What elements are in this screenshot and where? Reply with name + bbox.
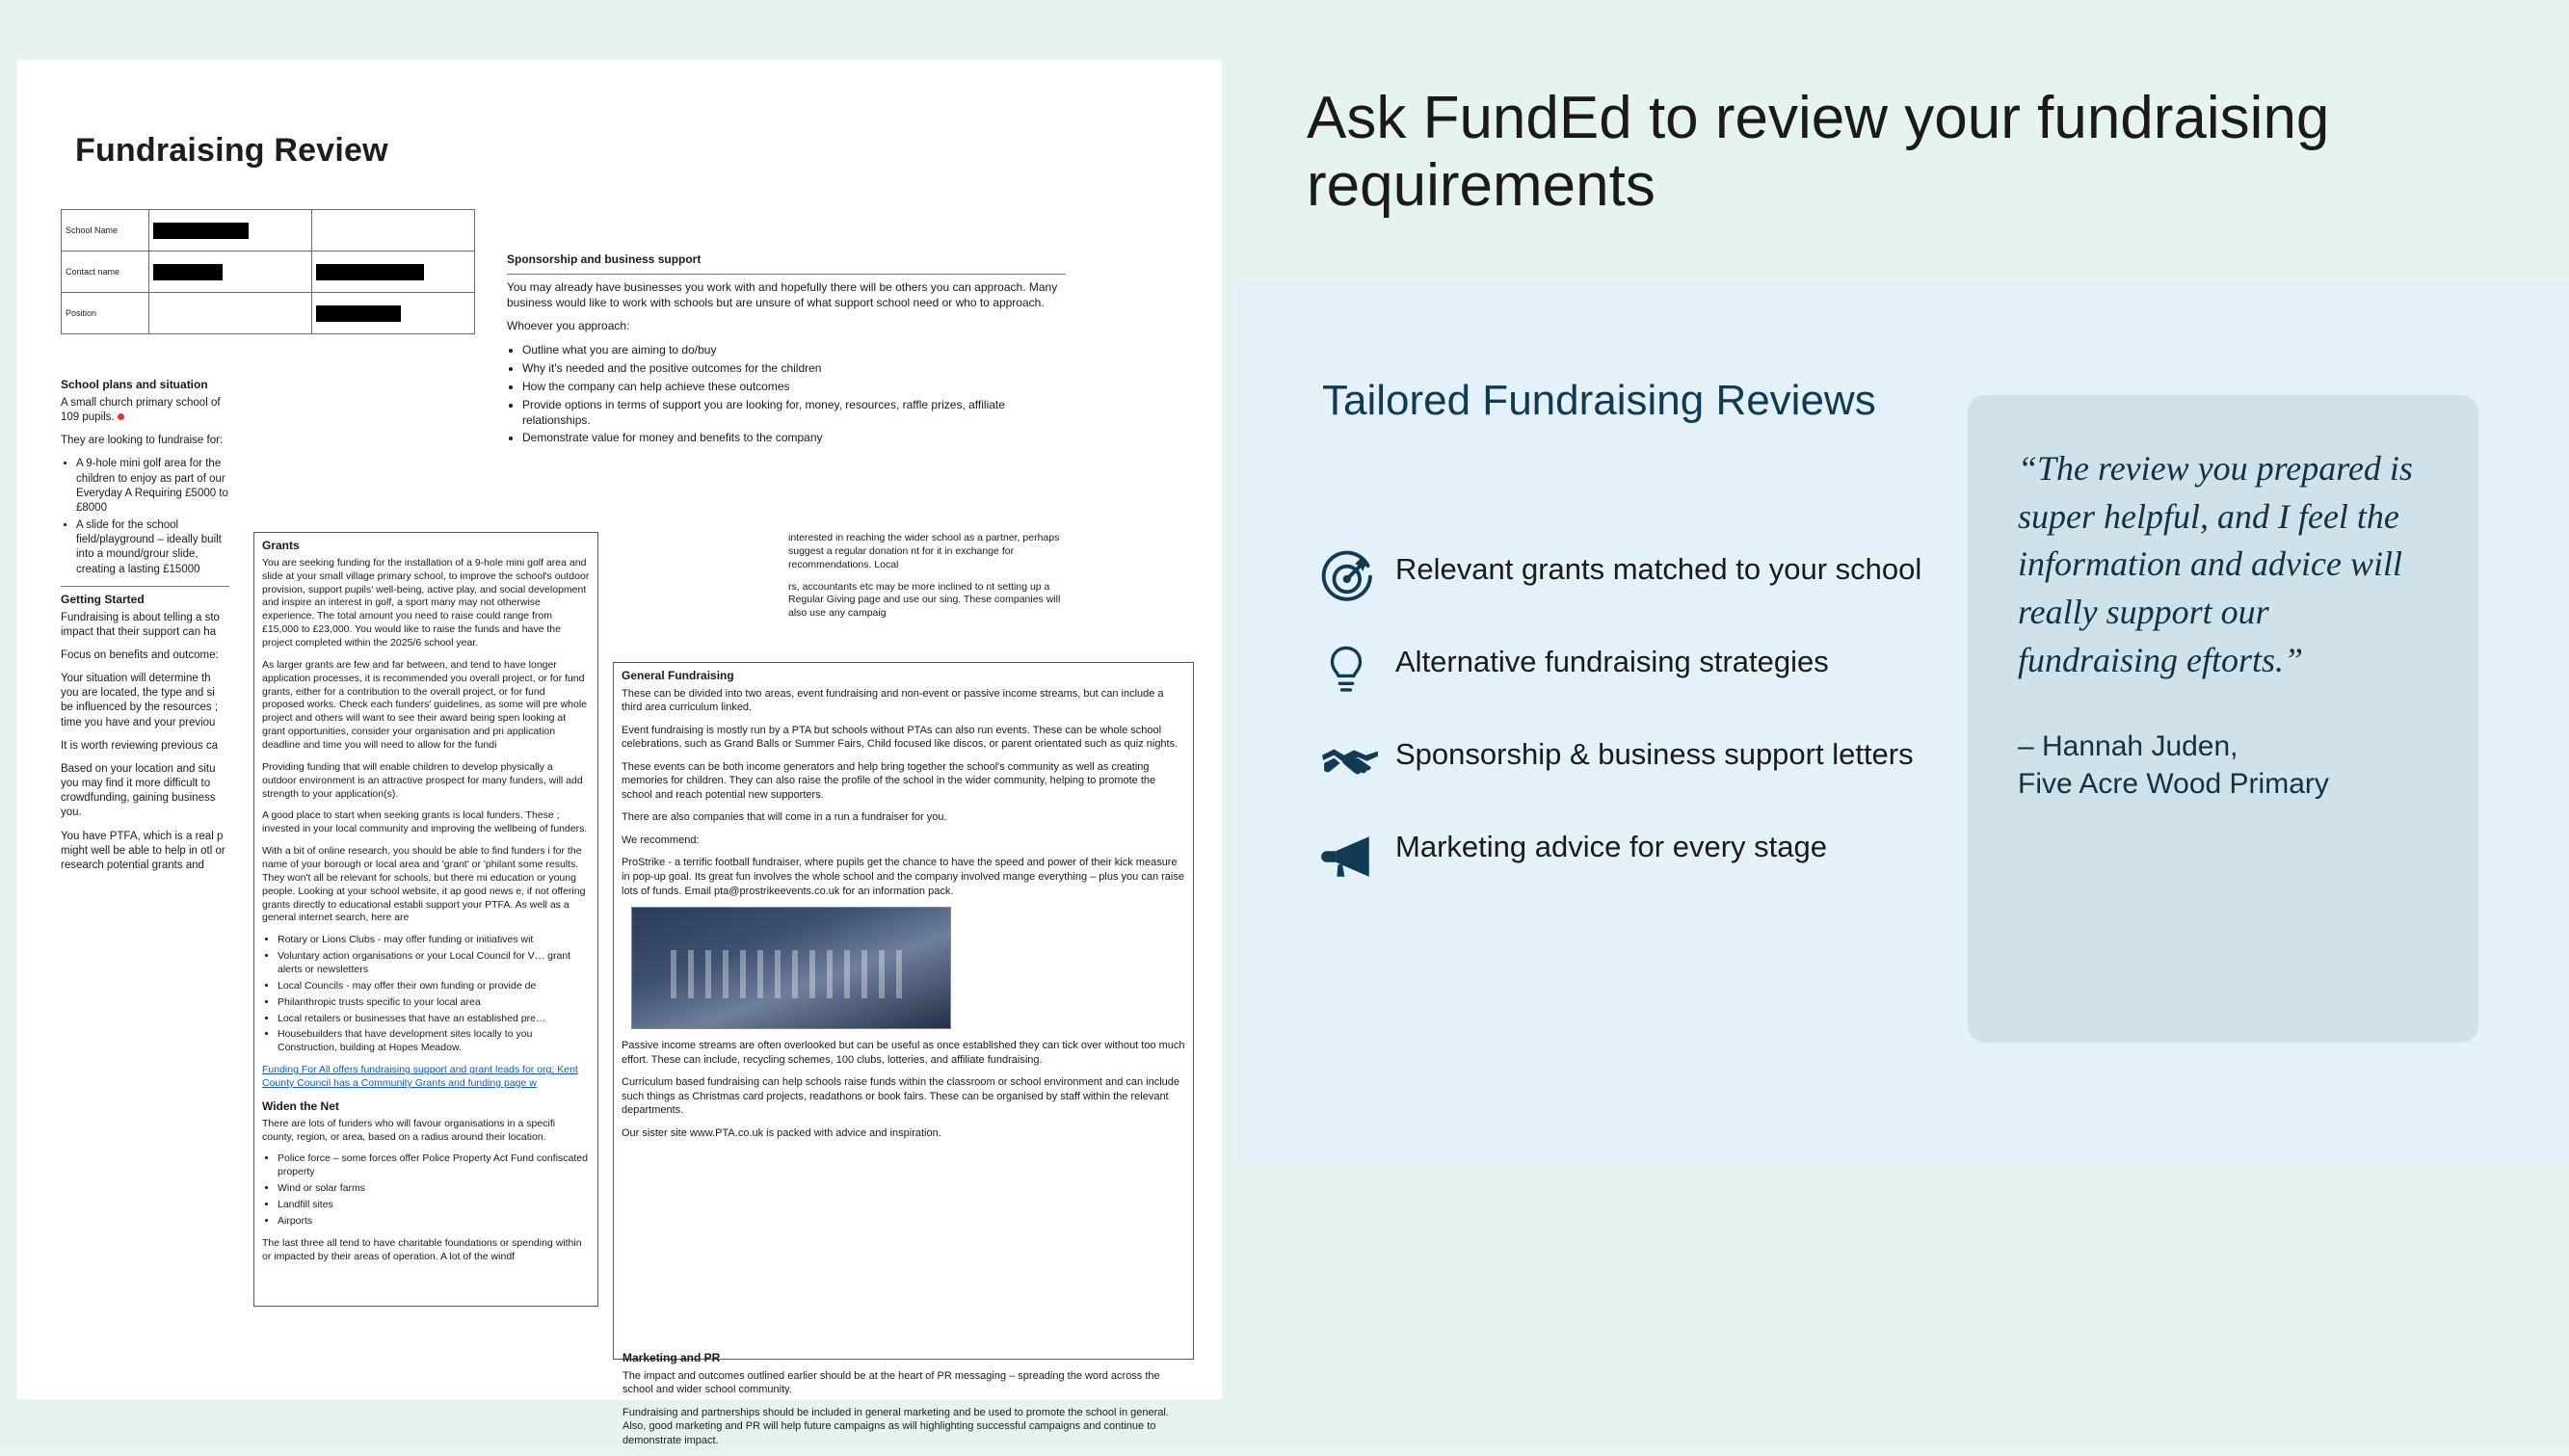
section-heading: School plans and situation xyxy=(61,378,208,391)
paragraph: You are seeking funding for the installation of a 9-hole mini golf area and slide at your small village primary school, to improve the school's outdoor provision, support pupils' well-being, active play, and social development and inspire an interest in golf, a sport many may not otherwise experience. The total amount you need to raise could range from £15,000 to £23,000. You would like to raise the funds and have the project completed within the 2025/6 school year. xyxy=(262,556,590,649)
paragraph[interactable]: Our sister site www.PTA.co.uk is packed with advice and inspiration. xyxy=(622,1126,941,1139)
feature-item xyxy=(1320,734,2004,794)
page-title: Ask FundEd to review your fundraising requirements xyxy=(1307,85,2330,220)
paragraph: You have PTFA, which is a real p might well be able to help in otl or research potential grants and xyxy=(61,830,225,871)
document-preview[interactable] xyxy=(17,60,1222,1446)
paragraph: You may already have businesses you work with and hopefully there will be others you can approach. Many business would like to work with schools but are unsure of what support school need or who to approach. xyxy=(507,279,1058,309)
testimonial-quote: “The review you prepared is super helpful, and I feel the information and advice will really support our fundraising eftorts.” xyxy=(2018,449,2413,679)
table-row xyxy=(62,293,475,334)
megaphone-icon xyxy=(1320,827,1395,887)
row-extra xyxy=(312,251,475,293)
annotation-dot xyxy=(118,413,124,420)
list-item: • How the company can help achieve these outcomes xyxy=(522,380,1066,395)
table-row xyxy=(62,210,475,251)
feature-label: Sponsorship & business support letters xyxy=(1395,737,1914,771)
paragraph: We recommend: xyxy=(622,834,700,846)
paragraph: A good place to start when seeking grants is local funders. These ; invested in your local community and improving the wellbeing of funders. xyxy=(262,809,588,835)
row-value-redacted xyxy=(149,251,312,293)
section-heading: Grants xyxy=(262,539,300,552)
feature-label: Relevant grants matched to your school xyxy=(1395,552,1922,586)
section-subtitle: Tailored Fundraising Reviews xyxy=(1322,377,1876,424)
paragraph: Providing funding that will enable children to develop physically a outdoor environment is an attractive prospect for many funders, will add strength to your application(s). xyxy=(262,760,583,800)
feature-label: Marketing advice for every stage xyxy=(1395,830,1827,863)
paragraph: Passive income streams are often overlooked but can be useful as once established they can tick over without too much effort. These can include, recycling schemes, 100 clubs, lotteries, and affiliate fundraising. xyxy=(622,1040,1185,1066)
list-item: • Local retailers or businesses that have an established pre… xyxy=(278,1013,590,1026)
handshake-icon xyxy=(1320,734,1395,794)
paragraph: There are also companies that will come in a run a fundraiser for you. xyxy=(622,811,947,824)
list-item: • Voluntary action organisations or your Local Council for V… grant alerts or newsletters xyxy=(278,950,590,977)
sponsorship-bullets xyxy=(522,343,1066,446)
list-item: • Philanthropic trusts specific to your local area xyxy=(278,996,590,1010)
paragraph: Whoever you approach: xyxy=(507,319,630,333)
divider xyxy=(61,586,229,587)
row-extra xyxy=(312,293,475,334)
row-value-redacted xyxy=(149,210,312,251)
paragraph: As larger grants are few and far between, and tend to have longer application processes, it is recommended you overall project, or for fund grants, either for a contribution to the overall project, or for fund proposed works. Check each funders' guidelines, as some will pre whole project and others will want to see their award being spen looking at grant opportunities, consider your organisation and pri application deadline and time you will need to allow for the fundi xyxy=(262,658,588,751)
section-grants xyxy=(253,532,598,1307)
testimonial-organisation: Five Acre Wood Primary xyxy=(2018,767,2329,800)
paragraph: With a bit of online research, you should be able to find funders i for the name of your borough or local area and 'grant' or 'philant some results. They won't all be relevant for schools, but there mi education or young people. Looking at your school website, it ap good news e, if not offering grants directly to educational establi support your PTFA. As well as a general internet search, here are xyxy=(262,845,586,924)
table-row xyxy=(62,251,475,293)
section-heading: Getting Started xyxy=(61,592,145,606)
list-item: • Outline what you are aiming to do/buy xyxy=(522,343,1066,358)
event-photo xyxy=(631,907,951,1029)
paragraph: ProStrike - a terrific football fundraiser, where pupils get the chance to have the speed and power of their kick measure in pop-up goal. Its great fun involves the whole school and the company involved mange everything – plus you can raise lots of funds. Email pta@prostrikeevents.co.uk for an information pack. xyxy=(622,857,1184,897)
grants-links[interactable]: Funding For All offers fundraising support and grant leads for org; Kent County Council has a Community Grants and funding page w xyxy=(262,1064,578,1090)
list-item: • Demonstrate value for money and benefits to the company xyxy=(522,431,1066,446)
list-item: • Police force – some forces offer Police Property Act Fund confiscated property xyxy=(278,1152,590,1179)
list-item: • Landfill sites xyxy=(278,1199,590,1212)
document-title: Fundraising Review xyxy=(75,132,388,169)
paragraph: Fundraising and partnerships should be included in general marketing and be used to promote the school in general. Also, good marketing and PR will help future campaigns as will highlighting successful campaigns and continue to demonstrate impact. xyxy=(622,1406,1169,1446)
list-item: • Airports xyxy=(278,1215,590,1229)
feature-list xyxy=(1320,549,2004,919)
feature-label: Alternative fundraising strategies xyxy=(1395,645,1829,678)
paragraph: Focus on benefits and outcome: xyxy=(61,649,219,661)
section-heading: Sponsorship and business support xyxy=(507,252,702,266)
plans-bullets xyxy=(76,457,229,576)
paragraph: There are lots of funders who will favour organisations in a specifi county, region, or area, based on a radius around their location. xyxy=(262,1117,556,1143)
testimonial-author: – Hannah Juden, xyxy=(2018,730,2238,763)
paragraph: Based on your location and situ you may find it more difficult to crowdfunding, gaining business you. xyxy=(61,762,216,819)
grants-bullets xyxy=(278,934,590,1055)
paragraph: Curriculum based fundraising can help schools raise funds within the classroom or school environment and can include such things as Christmas card projects, readathons or book fairs. These can be organised by staff within the relevant departments. xyxy=(622,1076,1180,1117)
testimonial-card xyxy=(1968,395,2478,1043)
paragraph: interested in reaching the wider school as a partner, perhaps suggest a regular donation nt for it in exchange for recommendations. Local xyxy=(788,532,1060,570)
paragraph: Event fundraising is mostly run by a PTA but schools without PTAs can also run events. These can be whole school celebrations, such as Grand Balls or Summer Fairs, Child focused like discos, or parent orientated such as quiz nights. xyxy=(622,724,1179,751)
paragraph: Your situation will determine th you are located, the type and si be influenced by the resources ; time you have and your previou xyxy=(61,673,219,728)
section-heading: General Fundraising xyxy=(622,669,734,682)
lightbulb-icon xyxy=(1320,642,1395,702)
paragraph: These events can be both income generators and help bring together the school's community as well as creating memories for children. They can also raise the profile of the school in the wider community, helping to promote the school and reach potential new supporters. xyxy=(622,760,1156,801)
target-icon xyxy=(1320,549,1395,609)
feature-item xyxy=(1320,642,2004,702)
row-label: Position xyxy=(62,293,149,334)
section-heading: Marketing and PR xyxy=(622,1351,721,1364)
list-item: • Local Councils - may offer their own funding or provide de xyxy=(278,980,590,993)
list-item: • A slide for the school field/playground – ideally built into a mound/grour slide, creating a lasting £15000 xyxy=(76,518,229,577)
feature-item xyxy=(1320,827,2004,887)
paragraph: These can be divided into two areas, event fundraising and non-event or passive income streams, but can include a third area curriculum linked. xyxy=(622,687,1164,714)
section-general-fundraising xyxy=(613,662,1194,1360)
divider xyxy=(507,274,1066,275)
paragraph: The last three all tend to have charitable foundations or spending within or impacted by their areas of operation. A lot of the windf xyxy=(262,1236,582,1262)
list-item: • Rotary or Lions Clubs - may offer funding or initiatives wit xyxy=(278,934,590,947)
paragraph: The impact and outcomes outlined earlier should be at the heart of PR messaging – spreading the word across the school and wider school community. xyxy=(622,1369,1160,1396)
list-item: • Housebuilders that have development sites locally to you Construction, building at Hopes Meadow. xyxy=(278,1028,590,1055)
widen-bullets xyxy=(278,1152,590,1228)
testimonial-attribution xyxy=(2018,728,2432,803)
section-intro: A small church primary school of 109 pupils. xyxy=(61,396,221,423)
feature-item xyxy=(1320,549,2004,609)
section-seeking: They are looking to fundraise for: xyxy=(61,435,224,447)
section-school-plans xyxy=(61,378,229,882)
row-label: Contact name xyxy=(62,251,149,293)
school-details-table xyxy=(61,209,475,334)
paragraph: Fundraising is about telling a sto impact that their support can ha xyxy=(61,611,220,638)
paragraph: It is worth reviewing previous ca xyxy=(61,739,218,752)
list-item: • A 9-hole mini golf area for the children to enjoy as part of our Everyday A Requiring £5000 to £8000 xyxy=(76,457,229,516)
row-value-redacted xyxy=(149,293,312,334)
list-item: • Why it's needed and the positive outcomes for the children xyxy=(522,361,1066,377)
row-extra xyxy=(312,210,475,251)
section-marketing xyxy=(622,1351,1177,1456)
paragraph: rs, accountants etc may be more inclined to nt setting up a Regular Giving page and use our sing. These companies will also use any campaig xyxy=(788,580,1061,620)
section-heading: Widen the Net xyxy=(262,1099,339,1113)
sponsorship-tail xyxy=(788,532,1068,629)
list-item: • Wind or solar farms xyxy=(278,1182,590,1196)
row-label: School Name xyxy=(62,210,149,251)
section-sponsorship xyxy=(507,252,1066,455)
list-item: • Provide options in terms of support you are looking for, money, resources, raffle prizes, affiliate relationships. xyxy=(522,398,1066,429)
